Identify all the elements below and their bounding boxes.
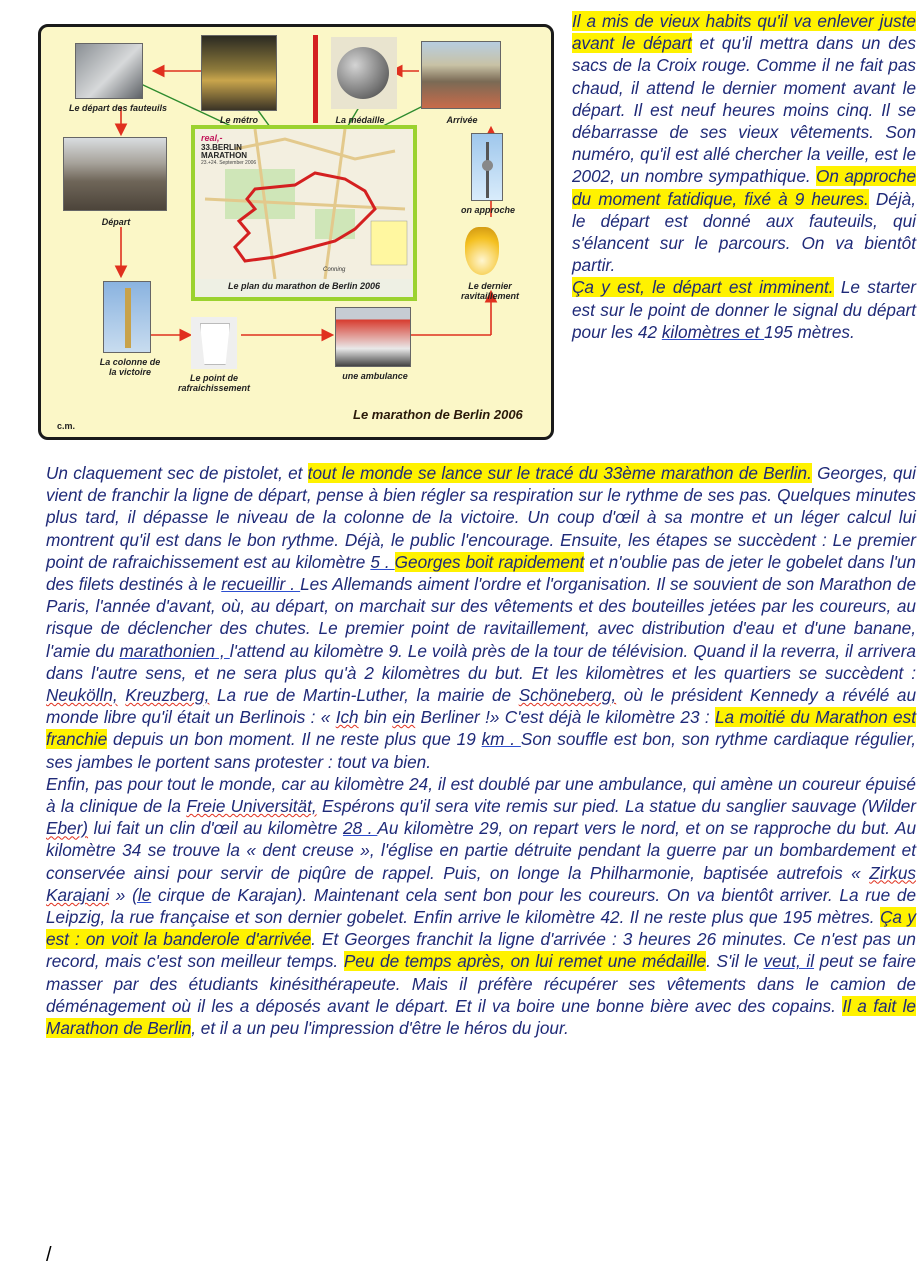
underlined-text: veut, il xyxy=(763,951,815,972)
metro-photo xyxy=(201,35,277,111)
ambulance-photo xyxy=(335,307,411,367)
spellcheck-word: Ich xyxy=(335,707,359,728)
banana-photo xyxy=(459,223,505,277)
medal-photo xyxy=(331,37,397,109)
right-paragraph-2 xyxy=(572,276,916,343)
text-run: depuis un bon moment. Il ne reste plus que 19 xyxy=(107,729,482,750)
highlight: On approche du moment fatidique, fixé à 9 heures. xyxy=(572,166,916,209)
text-run: . S'il le xyxy=(706,951,764,972)
spellcheck-word: ein xyxy=(392,707,416,728)
text-run: » xyxy=(109,884,133,905)
text-run: Son souffle est bon, son rythme cardiaque régulier, ses jambes le portent sans protester : tout va bien. xyxy=(46,729,917,772)
underlined-text: 5 . xyxy=(370,551,395,572)
text-run: . Et Georges franchit la ligne d'arrivée : 3 heures 26 minutes. Ce n'est pas un record, mais c'est son meilleur temps. xyxy=(46,929,916,972)
spellcheck-word: Neukölln, xyxy=(46,685,118,706)
highlight: Ça y est : on voit la banderole d'arrivée xyxy=(46,907,917,950)
text-run: , et il a un peu l'impression d'être le héros du jour. xyxy=(191,1018,569,1039)
caption-rafraichissement: Le point de rafraichissement xyxy=(177,373,251,393)
finish-photo xyxy=(421,41,501,109)
text-run: bin xyxy=(358,707,393,728)
wheelchair-photo xyxy=(75,43,143,99)
text-run: Le starter est sur le point de donner le signal du départ pour les 42 xyxy=(572,277,916,342)
text-run: où le président Kennedy a révélé au monde libre qu'il était un Berlinois : « xyxy=(46,685,917,728)
text-run: Au kilomètre 29, on repart vers le nord, et on se rapproche du but. Au kilomètre 34 se trouve la « dent creuse », l'église en partie détruite pendant la guerre par un bombardement et conservée ainsi pour servir de piqûre de rappel. Puis, on longe la Philharmonie, baptisée autrefois « xyxy=(46,818,916,883)
map-footer: Conning xyxy=(323,267,346,273)
victory-column-photo xyxy=(103,281,151,353)
text-run: l'attend au kilomètre 9. Le voilà près de la tour de télévision. Quand il la reverra, il arrivera dans l'autre sens, et ne sera plus qu'à 2 kilomètres du but. Et les kilomètres et les quartiers se succèdent : xyxy=(46,640,916,683)
text-run: peut se faire masser par des étudiants kinésithérapeute. Mais il préfère récupérer ses vêtements dans le camion de déménagement où il les a déposés avant le départ. Et il va boire une bonne bière avec des copains. xyxy=(46,951,916,1016)
highlight: Il a fait le Marathon de Berlin xyxy=(46,995,916,1039)
text-run: Enfin, pas pour tout le monde, car au kilomètre 24, il est doublé par une ambulance, qui amène un coureur épuisé à la clinique de la xyxy=(46,773,916,817)
right-column-text xyxy=(572,10,916,343)
text-cursor: / xyxy=(46,1244,52,1266)
spellcheck-word: Freie Universität, xyxy=(186,796,317,817)
map-event-line2: MARATHON xyxy=(201,151,248,160)
tv-tower-photo xyxy=(471,133,503,201)
highlight: La moitié du Marathon est franchie xyxy=(46,707,916,750)
text-run: 195 mètres. xyxy=(764,321,855,342)
highlight: tout le monde se lance sur le tracé du 33ème marathon de Berlin. xyxy=(307,463,812,483)
highlight: Il a mis de vieux habits qu'il va enlever juste avant le départ xyxy=(572,11,916,54)
text-run: Un claquement sec de pistolet, et xyxy=(46,463,308,483)
caption-ambulance: une ambulance xyxy=(342,371,408,381)
caption-ravitaillement: Le dernier ravitaillement xyxy=(460,281,520,301)
text-run: lui fait un clin d'œil au kilomètre xyxy=(88,818,344,839)
caption-fauteuils: Le départ des fauteuils xyxy=(68,103,168,113)
poster-author: c.m. xyxy=(57,421,76,431)
map-brand: real,- xyxy=(201,133,223,143)
underlined-text: km . xyxy=(481,729,521,750)
spellcheck-word: Kreuzberg, xyxy=(125,685,210,706)
start-photo xyxy=(63,137,167,211)
highlight: Ça y est, le départ est imminent. xyxy=(572,277,834,298)
text-run: Déjà, le départ est donné aux fauteuils, qui s'élancent sur le parcours. On va bientôt partir. xyxy=(572,188,916,276)
caption-medaille: La médaille xyxy=(335,115,385,125)
map-event-line1: 33.BERLIN xyxy=(201,143,242,152)
spellcheck-word: Eber) xyxy=(46,818,89,839)
caption-colonne: La colonne de la victoire xyxy=(99,357,161,377)
text-run: et qu'il mettra dans un des sacs de la Croix rouge. Comme il ne fait pas chaud, il attend le dernier moment avant le départ. Il est neuf heures moins cinq. Il se débarrasse de ses vieux vêtements. Son numéro, qu'il est allé chercher la veille, est le 2002, un nombre sympathique. xyxy=(572,33,916,187)
caption-depart: Départ xyxy=(101,217,131,227)
underlined-text: kilomètres et xyxy=(661,321,765,342)
caption-plan: Le plan du marathon de Berlin 2006 xyxy=(227,281,381,291)
underlined-text: 28 . xyxy=(343,818,378,839)
underlined-text: recueillir . xyxy=(221,574,301,595)
text-run: Les Allemands aiment l'ordre et l'organisation. Il se souvient de son Marathon de Paris, l'année d'avant, où, au départ, on marchait sur des vêtements et des bouteilles jetées par les coureurs, au risque de déclencher des chutes. Le premier point de ravitaillement, avec distribution d'eau et d'une banane, l'amie du xyxy=(46,574,916,661)
main-paragraph-2 xyxy=(46,773,916,1039)
text-run: et n'oublie pas de jeter le gobelet dans l'un des filets destinés à le xyxy=(46,551,916,595)
right-paragraph-1 xyxy=(572,10,916,276)
cup-photo xyxy=(191,317,237,369)
spellcheck-word: Zirkus Karajani xyxy=(46,862,916,905)
main-paragraph-1 xyxy=(46,462,916,773)
highlight: Peu de temps après, on lui remet une médaille xyxy=(343,951,707,972)
highlight: Georges boit rapidement xyxy=(394,551,585,572)
caption-arrivee: Arrivée xyxy=(446,115,478,125)
text-run: Georges, qui vient de franchir la ligne de départ, pense à bien régler sa respiration sur le rythme de ses pas. Quelques minutes plus tard, il dépasse le niveau de la colonne de la victoire. Un coup d'œil à sa montre et un léger calcul lui montrent qu'il est dans le bon rythme. Déjà, le public l'encourage. Ensuite, les étapes se succèdent : Le premier point de rafraichissement est au kilomètre xyxy=(46,463,916,572)
main-text xyxy=(46,462,916,1039)
poster-title: Le marathon de Berlin 2006 xyxy=(353,407,523,422)
spellcheck-word: Schöneberg, xyxy=(518,685,617,706)
marathon-map xyxy=(191,125,417,301)
text-run: Espérons qu'il sera vite remis sur pied. La statue du sanglier sauvage (Wilder xyxy=(316,796,916,817)
underlined-text: (le xyxy=(132,884,152,905)
underlined-text: marathonien , xyxy=(119,640,230,661)
caption-approche: on approche xyxy=(460,205,515,215)
text-run: Berliner !» C'est déjà le kilomètre 23 : xyxy=(415,707,715,728)
map-dates: 23.+24. September 2006 xyxy=(201,160,257,166)
text-run: La rue de Martin-Luther, la mairie de xyxy=(209,685,519,706)
poster-image xyxy=(38,24,554,440)
caption-metro: Le métro xyxy=(219,115,258,125)
text-run: cirque de Karajan). Maintenant cela sent bon pour les coureurs. On va bientôt arriver. La rue de Leipzig, la rue française et son dernier gobelet. Enfin arrive le kilomètre 42. Il ne reste plus que 195 mètres. xyxy=(46,884,916,928)
